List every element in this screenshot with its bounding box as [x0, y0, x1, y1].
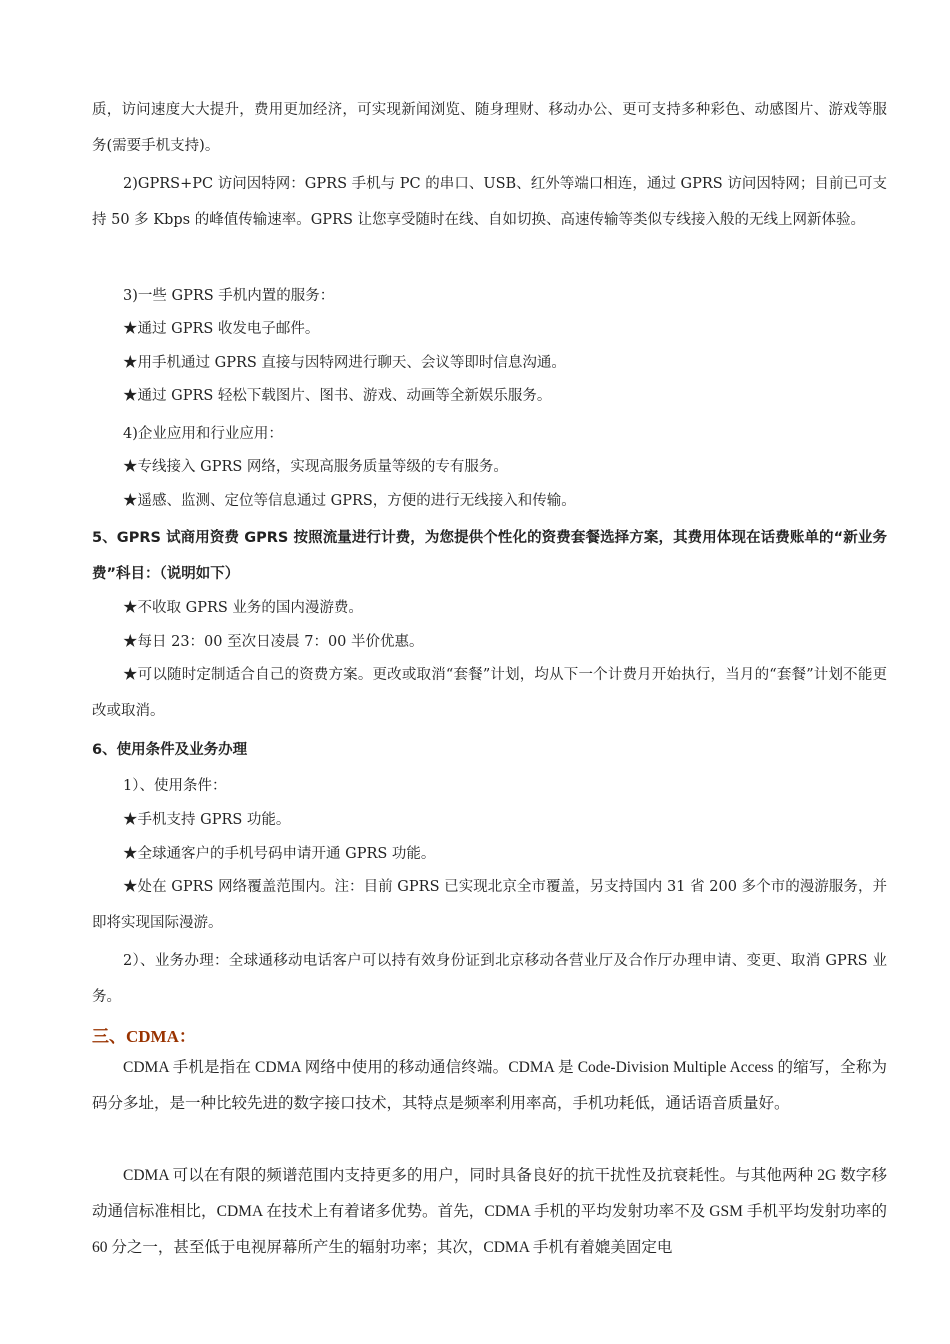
list-item: ★可以随时定制适合自己的资费方案。更改或取消“套餐”计划，均从下一个计费月开始执行，当月的“套餐”计划不能更改或取消。	[92, 667, 887, 719]
list-item: ★遥感、监测、定位等信息通过 GPRS，方便的进行无线接入和传输。	[123, 493, 576, 509]
paragraph-builtin-services: 3)一些 GPRS 手机内置的服务：	[123, 288, 335, 304]
list-item: ★处在 GPRS 网络覆盖范围内。注：目前 GPRS 已实现北京全市覆盖，另支持国内 31 省 200 多个市的漫游服务，并即将实现国际漫游。	[92, 879, 887, 931]
paragraph-services-continued: 质，访问速度大大提升，费用更加经济，可实现新闻浏览、随身理财、移动办公、更可支持多种彩色、动感图片、游戏等服务(需要手机支持)。	[92, 102, 887, 154]
paragraph-business-handling: 2）、业务办理：全球通移动电话客户可以持有效身份证到北京移动各营业厅及合作厅办理申请、变更、取消 GPRS 业务。	[92, 953, 887, 1005]
paragraph-enterprise: 4)企业应用和行业应用：	[123, 426, 283, 442]
paragraph-cdma-intro: CDMA 手机是指在 CDMA 网络中使用的移动通信终端。CDMA 是 Code-Division Multiple Access 的缩写，全称为码分多址，是一种比较先进的数字接口技术，其特点是频率利用率高，手机功耗低，通话语音质量好。	[92, 1059, 887, 1112]
list-item: ★用手机通过 GPRS 直接与因特网进行聊天、会议等即时信息沟通。	[123, 355, 566, 371]
section-heading-5: 5、GPRS 试商用资费 GPRS 按照流量进行计费，为您提供个性化的资费套餐选择方案，其费用体现在话费账单的“新业务费”科目：（说明如下）	[92, 530, 887, 582]
list-item: ★专线接入 GPRS 网络，实现高服务质量等级的专有服务。	[123, 459, 508, 475]
list-item: ★通过 GPRS 收发电子邮件。	[123, 321, 320, 337]
subheading-conditions: 1）、使用条件：	[123, 778, 227, 794]
list-item: ★通过 GPRS 轻松下载图片、图书、游戏、动画等全新娱乐服务。	[123, 388, 552, 404]
list-item: ★每日 23：00 至次日凌晨 7：00 半价优惠。	[123, 634, 424, 650]
list-item: ★全球通客户的手机号码申请开通 GPRS 功能。	[123, 846, 436, 862]
paragraph-gprs-pc: 2)GPRS+PC 访问因特网：GPRS 手机与 PC 的串口、USB、红外等端口相连，通过 GPRS 访问因特网；目前已可支持 50 多 Kbps 的峰值传输速率。GPRS 让您享受随时在线、自如切换、高速传输等类似专线接入般的无线上网新体验。	[92, 176, 887, 228]
list-item: ★手机支持 GPRS 功能。	[123, 812, 291, 828]
section-heading-cdma: 三、CDMA：	[92, 1027, 196, 1046]
list-item: ★不收取 GPRS 业务的国内漫游费。	[123, 600, 363, 616]
section-heading-6: 6、使用条件及业务办理	[92, 742, 248, 758]
paragraph-cdma-advantages: CDMA 可以在有限的频谱范围内支持更多的用户，同时具备良好的抗干扰性及抗衰耗性。与其他两种 2G 数字移动通信标准相比，CDMA 在技术上有着诸多优势。首先，CDMA 手机的平均发射功率不及 GSM 手机平均发射功率的 60 分之一，甚至低于电视屏幕所产生的辐射功率；其次，CDMA 手机有着媲美固定电	[92, 1167, 887, 1256]
